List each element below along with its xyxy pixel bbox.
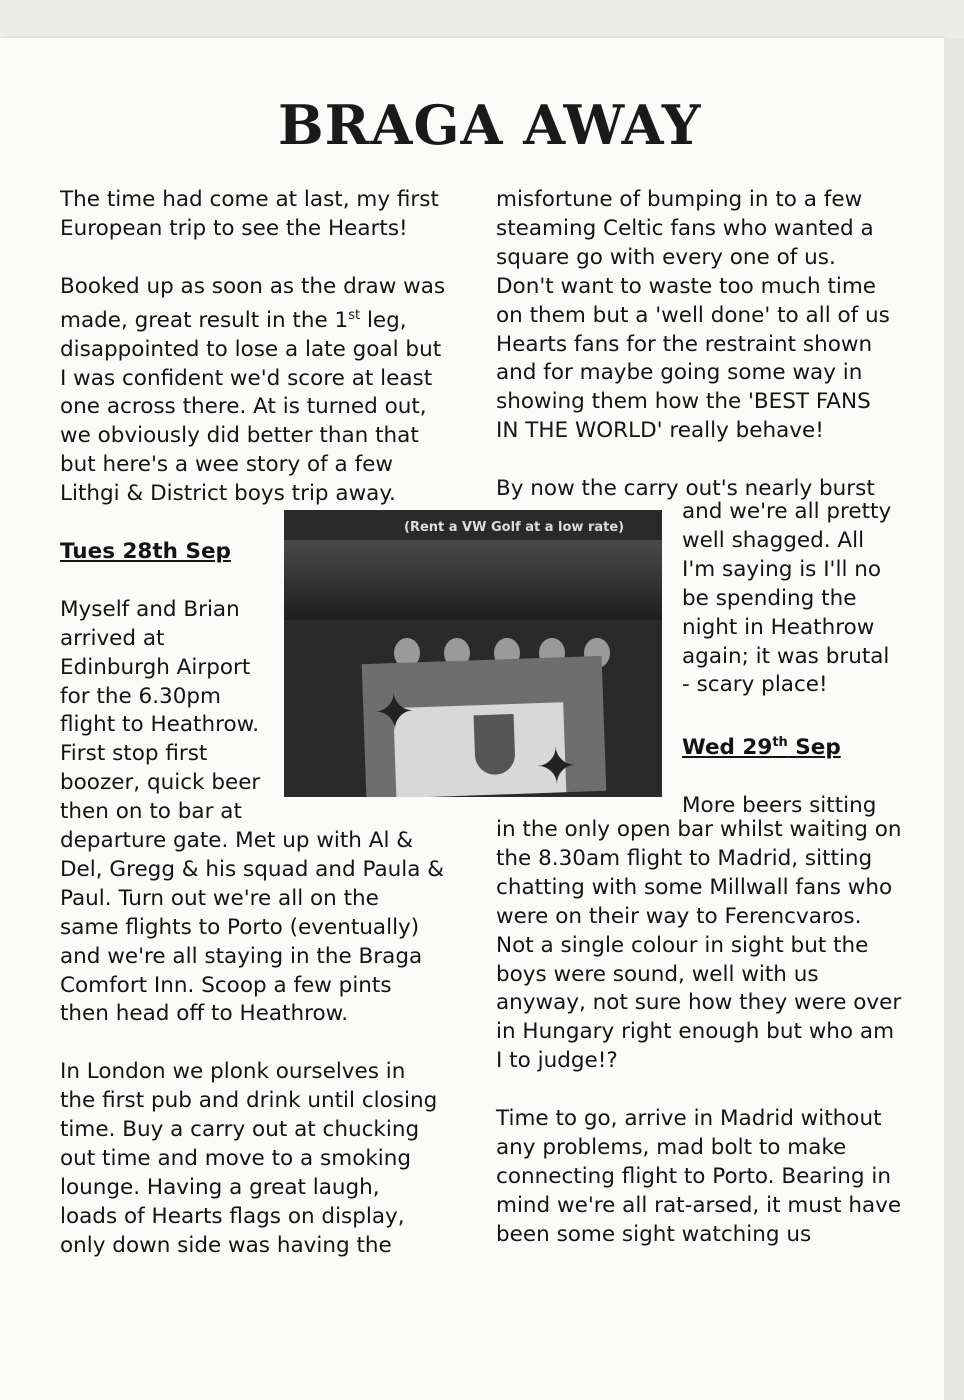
text-line: Lithgi & District boys trip away. [60, 481, 396, 507]
text-line: chatting with some Millwall fans who [496, 874, 893, 900]
text-line: loads of Hearts flags on display, [60, 1203, 405, 1229]
text-line: Del, Gregg & his squad and Paula & [60, 856, 445, 882]
text-line: again; it was brutal [682, 643, 890, 669]
text-line: boys were sound, well with us [496, 961, 819, 987]
text-line: misfortune of bumping in to a few [496, 187, 863, 212]
text-line: be spending the [682, 585, 857, 611]
right-column [496, 186, 916, 504]
star-icon: ✦ [372, 682, 417, 742]
text-line: been some sight watching us [496, 1221, 812, 1247]
text-line: I was confident we'd score at least [60, 365, 433, 391]
text-line: we obviously did better than that [60, 423, 419, 449]
text-line: and for maybe going some way in [496, 360, 863, 386]
text-line: flight to Heathrow. [60, 712, 260, 738]
text-line: same flights to Porto (eventually) [60, 914, 420, 940]
text-line: departure gate. Met up with Al & [60, 828, 414, 854]
section-heading-wed: Wed 29th Sep [682, 735, 841, 761]
team-photo [284, 510, 662, 797]
text-line: Not a single colour in sight but the [496, 932, 869, 958]
text-line: Booked up as soon as the draw was [60, 273, 446, 299]
text-line: only down side was having the [60, 1232, 392, 1258]
crest-icon [474, 714, 516, 775]
text-line: in Hungary right enough but who am [496, 1019, 895, 1045]
scan-top-strip [0, 0, 964, 38]
text-line: in the only open bar whilst waiting on [496, 817, 902, 842]
text-line: mind we're all rat-arsed, it must have [496, 1192, 902, 1218]
text-line: lounge. Having a great laugh, [60, 1174, 380, 1200]
text-line: well shagged. All [682, 527, 865, 553]
page-title: BRAGA AWAY [278, 93, 702, 157]
text-line: the first pub and drink until closing [60, 1088, 438, 1114]
text-line: were on their way to Ferencvaros. [496, 903, 862, 929]
star-icon: ✦ [534, 736, 579, 797]
page-edge [944, 38, 964, 1400]
text-line: Paul. Turn out we're all on the [60, 885, 379, 911]
right-lower-column [496, 816, 916, 1250]
text-line: Don't want to waste too much time [496, 273, 877, 299]
text-line: By now the carry out's nearly burst [496, 476, 875, 502]
text-line: Hearts fans for the restraint shown [496, 331, 873, 357]
text-line: then on to bar at [60, 799, 242, 825]
text-line: In London we plonk ourselves in [60, 1059, 406, 1085]
section-heading-tues: Tues 28th Sep [60, 539, 231, 564]
text-line: square go with every one of us. [496, 244, 836, 270]
photo-caption: (Rent a VW Golf at a low rate) [404, 520, 625, 535]
text-line: Myself and Brian [60, 596, 240, 622]
text-line: any problems, mad bolt to make [496, 1134, 847, 1160]
text-line: Edinburgh Airport [60, 654, 251, 680]
text-line: for the 6.30pm [60, 683, 221, 709]
text-line: European trip to see the Hearts! [60, 215, 408, 241]
text-line: but here's a wee story of a few [60, 452, 393, 478]
text-line: time. Buy a carry out at chucking [60, 1117, 420, 1143]
text-line: Comfort Inn. Scoop a few pints [60, 972, 392, 998]
right-narrow-column [682, 498, 922, 821]
text-line: steaming Celtic fans who wanted a [496, 215, 874, 241]
text-line: and we're all staying in the Braga [60, 943, 423, 969]
text-line: the 8.30am flight to Madrid, sitting [496, 845, 873, 871]
text-line: showing them how the 'BEST FANS [496, 389, 871, 415]
text-line: and we're all pretty [682, 499, 892, 524]
text-line: on them but a 'well done' to all of us [496, 302, 890, 328]
text-line: First stop first [60, 741, 208, 767]
text-line: arrived at [60, 625, 165, 651]
text-line: Time to go, arrive in Madrid without [496, 1106, 882, 1132]
text-line: made, great result in the 1st leg, [60, 307, 407, 333]
text-line: IN THE WORLD' really behave! [496, 418, 824, 444]
text-line: The time had come at last, my first [60, 187, 439, 212]
text-line: anyway, not sure how they were over [496, 990, 902, 1016]
text-line: connecting flight to Porto. Bearing in [496, 1163, 891, 1189]
text-line: then head off to Heathrow. [60, 1001, 349, 1027]
text-line: disappointed to lose a late goal but [60, 336, 442, 362]
photo-ceiling [284, 540, 662, 620]
text-line: boozer, quick beer [60, 770, 261, 796]
text-line: out time and move to a smoking [60, 1146, 412, 1171]
text-line: More beers sitting [682, 793, 877, 819]
text-line: night in Heathrow [682, 614, 875, 640]
text-line: - scary place! [682, 672, 828, 698]
text-line: I to judge!? [496, 1048, 618, 1074]
text-line: one across there. At is turned out, [60, 394, 427, 420]
hearts-flag [362, 656, 607, 797]
text-line: I'm saying is I'll no [682, 556, 882, 582]
